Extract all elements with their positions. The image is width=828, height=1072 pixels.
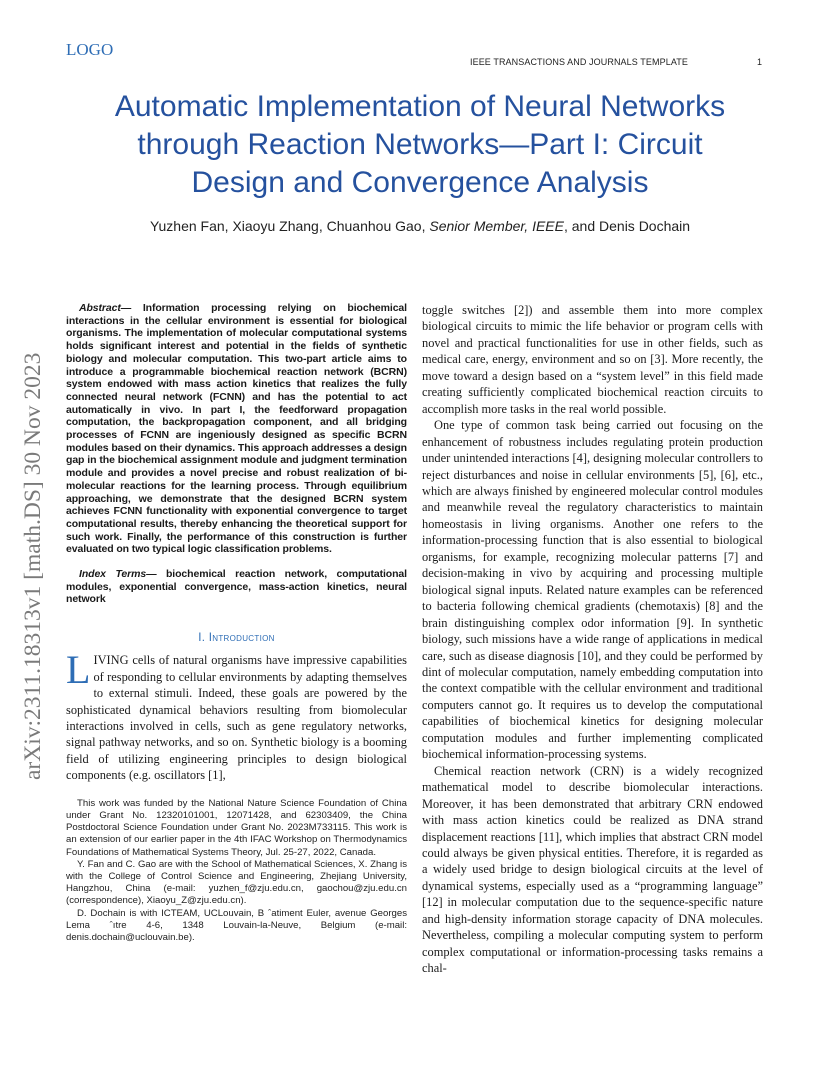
title-line: Design and Convergence Analysis [191, 166, 649, 199]
paper-title [60, 88, 780, 202]
footnote: This work was funded by the National Nature Science Foundation of China under Grant No. 12320101001, 12071428, and 62303409, the China Postdoctoral Science Foundation under Grant No. 2023M733115. This work is an extension of our earlier paper in the 4th IFAC Workshop on Thermodynamics Foundations of Mathematical Systems Theory, Jul. 25-27, 2022, Canada. [66, 797, 407, 858]
author-list [60, 218, 780, 234]
section-heading [66, 632, 407, 644]
index-terms-text: biochemical reaction network, computational modules, exponential convergence, mass-action kinetics, neural network [66, 568, 407, 606]
abstract-lead: Abstract— [79, 302, 132, 314]
author-names: Yuzhen Fan, Xiaoyu Zhang, Chuanhou Gao, [149, 218, 430, 234]
title-line: through Reaction Networks—Part I: Circuit [137, 128, 703, 161]
body-paragraph: Chemical reaction network (CRN) is a widely recognized mathematical model to describe biomolecular interactions. Moreover, it has been demonstrated that arbitrary CRN endowed with mass action kinetics could be realized as DNA strand displacement reactions [11], which implies that abstract CRN model could always be given physical entities. Therefore, it is regarded as a widely used bridge to design biological circuits at the level of dynamical systems, especially used as a “programming language” [12] in molecular computation due to the sequence-specific nature and high-density information storage capacity of DNA molecules. Nevertheless, compiling a molecular computing system to perform complex computational or information-processing tasks remains a chal- [422, 763, 763, 976]
arxiv-stamp: arXiv:2311.18313v1 [math.DS] 30 Nov 2023 [20, 352, 46, 780]
abstract-text: Information processing relying on biochemical interactions in the cellular environment is essential for biological organisms. The implementation of molecular computational systems holds significant interest and potential in the fields of synthetic biology and molecular computation. This two-part article aims to introduce a programmable biochemical reaction network (BCRN) system endowed with mass action kinetics that realizes the fully connected neural network (FCNN) and has the potential to act automatically in vivo. In part I, the feedforward propagation computation, the backpropagation component, and all bridging processes of FCNN are ingeniously designed as specific BCRN modules based on their dynamics. This approach addresses a design gap in the biochemical assignment module and judgment termination module and provides a novel precise and robust realization of bi-molecular reactions for the learning process. Through equilibrium approaching, we demonstrate that the designed BCRN system achieves FCNN functionality with exponential convergence to target computational results, thereby enhancing the theoretical support for such work. Finally, the performance of this construction is further evaluated on two typical logic classification problems. [66, 302, 407, 556]
section-title: Introduction [208, 632, 275, 645]
intro-paragraph [66, 647, 407, 784]
left-column [66, 302, 407, 944]
index-terms [66, 568, 407, 606]
page-number: 1 [757, 57, 763, 67]
running-head: IEEE TRANSACTIONS AND JOURNALS TEMPLATE [470, 57, 688, 67]
body-paragraph: toggle switches [2]) and assemble them into more complex biological circuits to mimic the life behavior or program cells with novel and practical functionalities for use in other fields, such as medical care, energy, environment and so on [3]. More recently, the move toward a design based on a “system level” in this field made creating sufficiently complicated biochemical reaction circuits to accomplish more tasks in the real world possible. [422, 303, 763, 416]
section-number: I. [198, 632, 206, 645]
index-terms-lead: Index Terms— [79, 568, 157, 581]
abstract [66, 302, 407, 556]
logo: LOGO [66, 40, 114, 59]
footnote: Y. Fan and C. Gao are with the School of Mathematical Sciences, X. Zhang is with the College of Control Science and Engineering, Zhejiang University, Hangzhou, China (e-mail: yuzhen_f@zju.edu.cn, gaochou@zju.edu.cn (correspondence), Xiaoyu_Z@zju.edu.cn). [66, 858, 407, 907]
title-line: Automatic Implementation of Neural Networks [114, 90, 726, 123]
footnote: D. Dochain is with ICTEAM, UCLouvain, B ˆatiment Euler, avenue Georges Lema ˆıtre 4-6, 1348 Louvain-la-Neuve, Belgium (e-mail: denis.dochain@uclouvain.be). [66, 907, 407, 944]
intro-text: IVING cells of natural organisms have impressive capabilities of responding to cellular environments by adapting themselves to external stimuli. Indeed, these goals are powered by the sophisticated dynamical behaviors resulting from biomolecular interactions involved in cells, such as gene regulatory networks, signal pathway networks, and so on. Synthetic biology is a booming field of utilizing engineering principles to design biological components (e.g. oscillators [1], [66, 653, 407, 783]
author-tail: , and Denis Dochain [563, 218, 691, 234]
right-column [422, 302, 763, 977]
body-paragraph: One type of common task being carried out focusing on the enhancement of robustness includes regulating protein production under unintended interactions [4], designing molecular controllers to reject disturbances and noise in cellular environments [5], [6], etc., which are always finished by engineered molecular control modules and meanwhile reveal the regulatory characteristics to maintain homeostasis in living organisms. Another one refers to the information-processing function that is also essential to biological organisms, for example, recognizing molecular patterns [7] and decision-making in vivo by acquiring and processing multiple biological signal inputs. Related nature examples can be referenced to bacteria following chemical gradients (chemotaxis) [8] and the brain distinguishing complex odor information [9]. In synthetic biology, such missions have a wide range of applications in medical care, such as disease diagnosis [10], and they could be performed by dint of molecular computation, namely embedding computation into the context compatible with the cellular environment and traditional computers cannot go. It requires us to develop the computational capabilities of biochemical kinetics for designing molecular computation modules and further implementing complicated biochemical information-processing systems. [422, 418, 763, 762]
author-honor: Senior Member, IEEE [429, 218, 564, 234]
drop-cap: L [66, 647, 91, 693]
footnotes [66, 798, 407, 944]
